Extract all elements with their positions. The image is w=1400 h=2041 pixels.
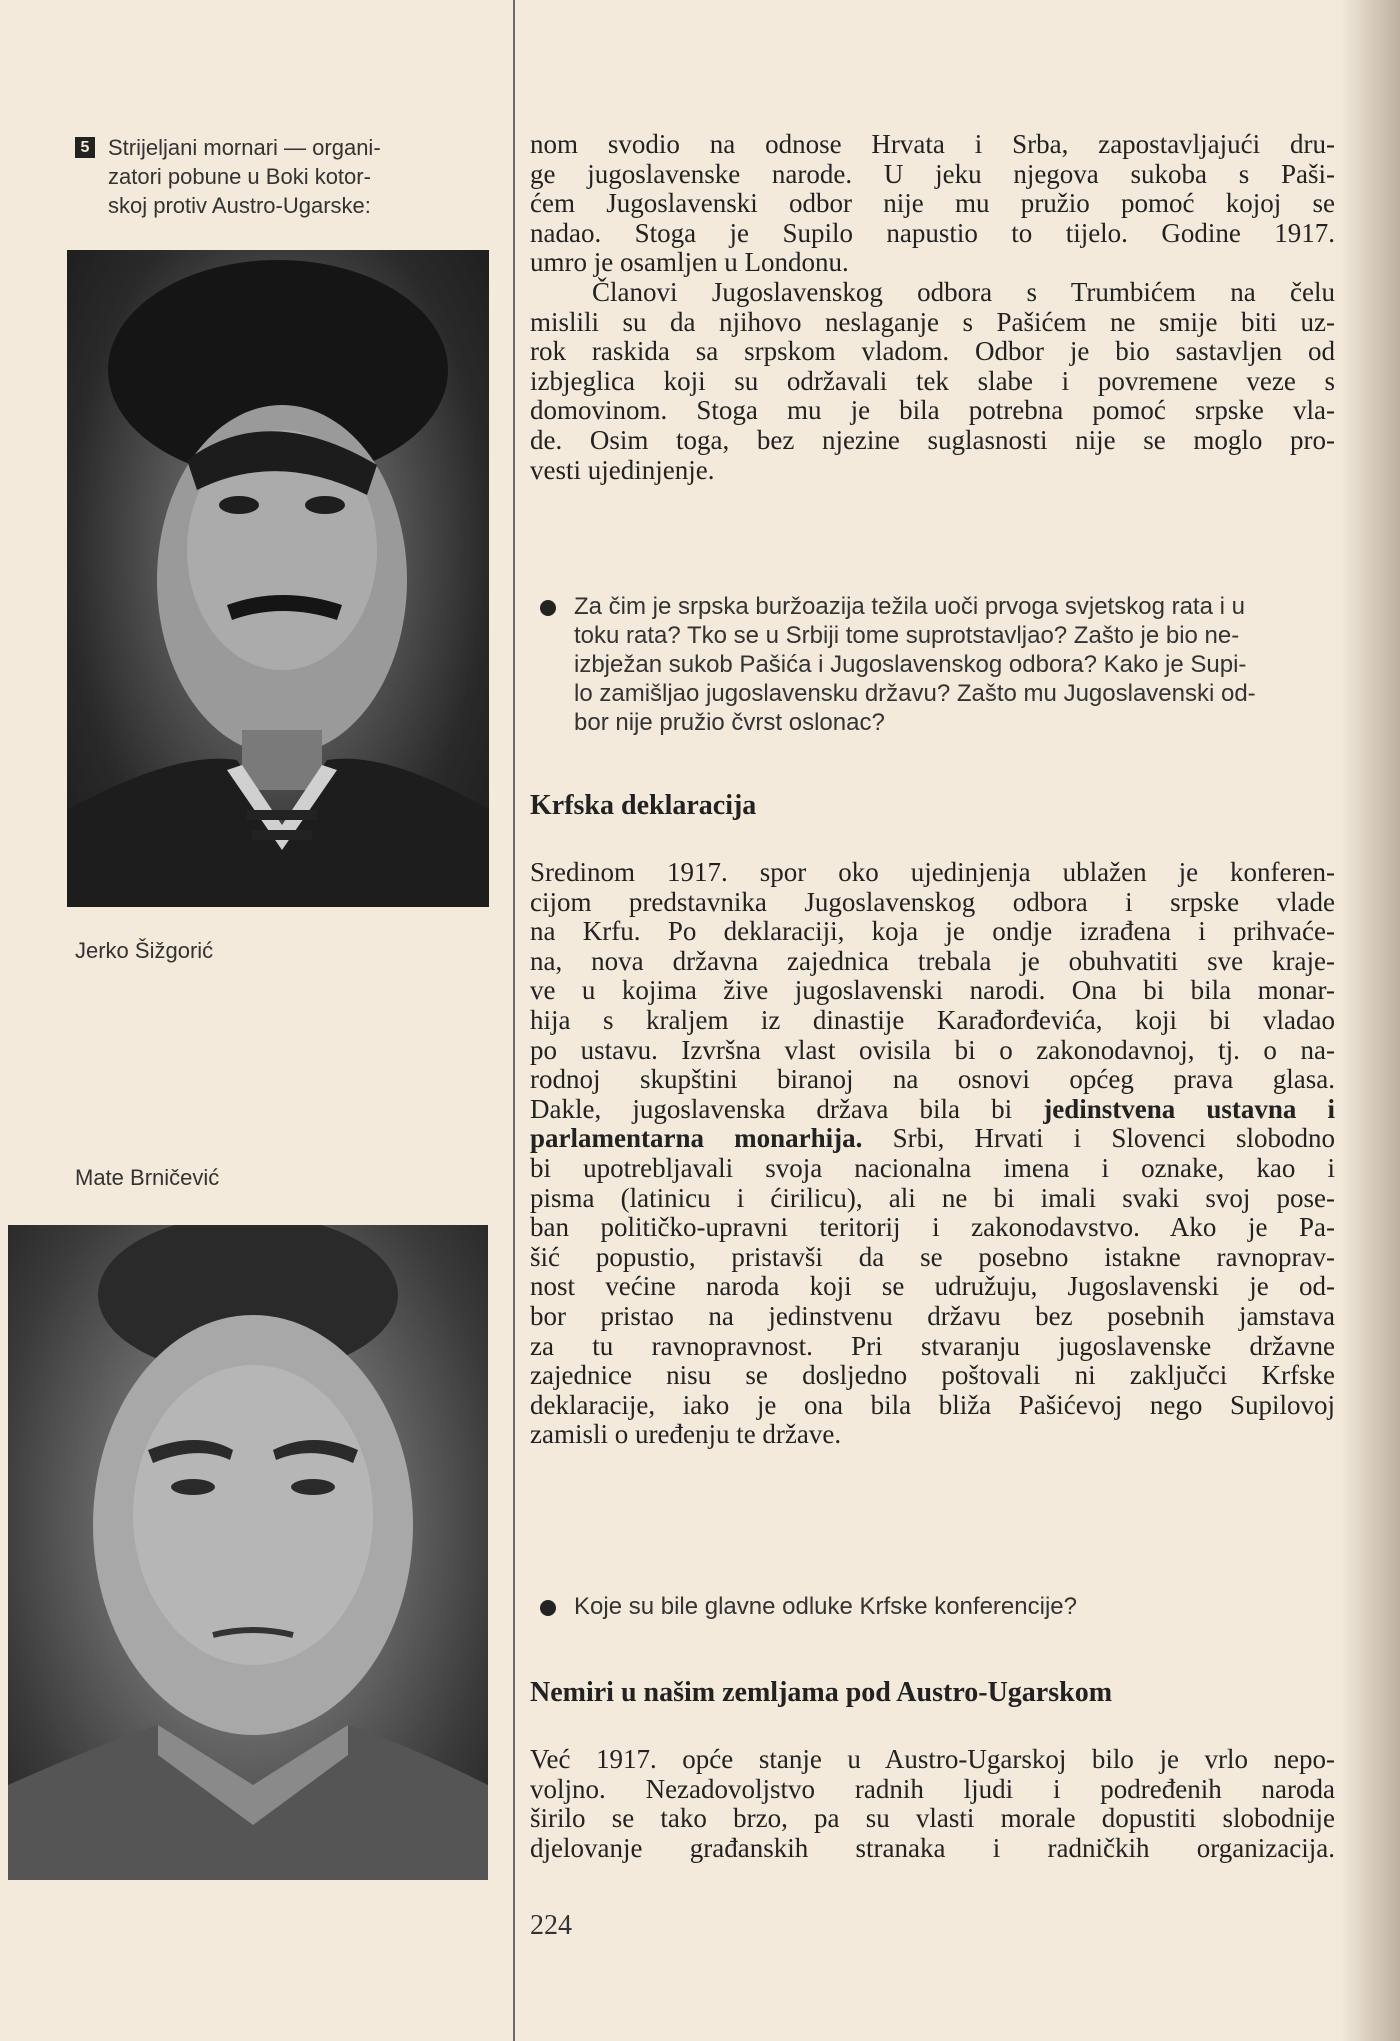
page-number: 224 bbox=[530, 1910, 572, 1941]
question-line: bor nije pružio čvrst oslonac? bbox=[574, 709, 885, 736]
text-line: deklaracije, iako je ona bila bliža Pašićevoj nego Supilovoj bbox=[530, 1389, 1335, 1420]
text-line: širilo se tako brzo, pa su vlasti morale dopustiti slobodnije bbox=[530, 1803, 1335, 1834]
text-line: de. Osim toga, bez njezine suglasnosti nije se moglo pro- bbox=[530, 424, 1335, 455]
question-line: lo zamišljao jugoslavensku državu? Zašto mu Jugoslavenski od- bbox=[574, 680, 1256, 707]
text-line: mislili su da njihovo neslaganje s Pašićem ne smije biti uz- bbox=[530, 306, 1335, 337]
bold-term: parlamentarna monarhija. bbox=[530, 1123, 863, 1154]
figure-caption bbox=[75, 133, 495, 220]
text-line: nost većine naroda koji se udružuju, Jugoslavenski je od- bbox=[530, 1271, 1335, 1302]
text-line: bi upotrebljavali svoja nacionalna imena i oznake, kao i bbox=[530, 1152, 1335, 1183]
question-line: toku rata? Tko se u Srbiji tome suprotstavljao? Zašto je bio ne- bbox=[574, 622, 1240, 649]
text-line: na, nova državna zajednica trebala je obuhvatiti sve kraje- bbox=[530, 945, 1335, 976]
text-line: bor pristao na jedinstvenu državu bez posebnih jamstava bbox=[530, 1300, 1335, 1331]
text-line: hija s kraljem iz dinastije Karađorđevića, koji bi vladao bbox=[530, 1004, 1335, 1035]
caption-line: skoj protiv Austro-Ugarske: bbox=[108, 193, 371, 218]
text-line: zajednice nisu se dosljedno poštovali ni zaključci Krfske bbox=[530, 1360, 1335, 1391]
text-line: ge jugoslavenske narode. U jeku njegova sukoba s Paši- bbox=[530, 158, 1335, 189]
text-line: rok raskida sa srpskom vladom. Odbor je bio sastavljen od bbox=[530, 336, 1335, 367]
portrait-photo-brnicevic bbox=[8, 1225, 488, 1880]
text-line: cijom predstavnika Jugoslavenskog odbora i srpske vlade bbox=[530, 886, 1335, 917]
section-heading-krfska: Krfska deklaracija bbox=[530, 790, 757, 821]
text-line: šić popustio, pristavši da se posebno istakne ravnoprav- bbox=[530, 1241, 1335, 1272]
text-line: rodnoj skupštini biranoj na osnovi općeg prava glasa. bbox=[530, 1064, 1335, 1095]
text-line: nadao. Stoga je Supilo napustio to tijelo. Godine 1917. bbox=[530, 217, 1335, 248]
text-line: za tu ravnopravnost. Pri stvaranju jugoslavenske državne bbox=[530, 1330, 1335, 1361]
text-line: po ustavu. Izvršna vlast ovisila bi o zakonodavnoj, tj. o na- bbox=[530, 1034, 1335, 1065]
text-run: Srbi, Hrvati i Slovenci slobodno bbox=[862, 1123, 1335, 1154]
figure-number: 5 bbox=[75, 137, 95, 158]
text-line: nom svodio na odnose Hrvata i Srba, zapostavljajući dru- bbox=[530, 129, 1335, 159]
text-line: ban političko-upravni teritorij i zakonodavstvo. Ako je Pa- bbox=[530, 1212, 1335, 1243]
question-bullet-icon bbox=[540, 1600, 556, 1616]
text-line: pisma (latinicu i ćirilicu), ali ne bi imali svaki svoj pose- bbox=[530, 1182, 1335, 1213]
photo-name-label: Mate Brničević bbox=[75, 1165, 220, 1190]
bold-term: jedinstvena ustavna i bbox=[1043, 1093, 1335, 1124]
text-line: izbjeglica koji su održavali tek slabe i povremene veze s bbox=[530, 365, 1335, 396]
text-line: Već 1917. opće stanje u Austro-Ugarskoj bilo je vrlo nepo- bbox=[530, 1744, 1335, 1774]
paragraph-trumbic bbox=[530, 278, 1335, 485]
text-line: Sredinom 1917. spor oko ujedinjenja ublažen je konferen- bbox=[530, 857, 1335, 887]
text-line: djelovanje građanskih stranaka i radničkih organizacija. bbox=[530, 1832, 1335, 1863]
paragraph-supilo bbox=[530, 130, 1335, 278]
text-line: zamisli o uređenju te države. bbox=[530, 1419, 842, 1450]
text-line: ve u kojima žive jugoslavenski narodi. Ona bi bila monar- bbox=[530, 975, 1335, 1006]
paragraph-nemiri bbox=[530, 1745, 1335, 1863]
review-question-2 bbox=[540, 1592, 1340, 1621]
text-line: vesti ujedinjenje. bbox=[530, 454, 715, 485]
question-bullet-icon bbox=[540, 600, 556, 616]
photo-name-label: Jerko Šižgorić bbox=[75, 938, 214, 963]
review-question-1 bbox=[540, 592, 1340, 737]
portrait-photo-sizgoric bbox=[67, 250, 489, 907]
caption-line: Strijeljani mornari — organi- bbox=[108, 135, 381, 160]
text-line: voljno. Nezadovoljstvo radnih ljudi i podređenih naroda bbox=[530, 1773, 1335, 1804]
text-line: ćem Jugoslavenski odbor nije mu pružio pomoć kojoj se bbox=[530, 188, 1335, 219]
text-line: umro je osamljen u Londonu. bbox=[530, 247, 849, 278]
section-heading-nemiri: Nemiri u našim zemljama pod Austro-Ugarskom bbox=[530, 1677, 1113, 1708]
page-edge-shadow bbox=[1340, 0, 1400, 2041]
paragraph-krfska-deklaracija bbox=[530, 858, 1335, 1450]
text-line: na Krfu. Po deklaraciji, koja je ondje izrađena i prihvaće- bbox=[530, 916, 1335, 947]
text-run: Dakle, jugoslavenska država bila bi bbox=[530, 1093, 1044, 1124]
text-line bbox=[530, 1124, 1335, 1154]
question-line: izbježan sukob Pašića i Jugoslavenskog odbora? Kako je Supi- bbox=[574, 651, 1247, 678]
column-divider bbox=[513, 0, 515, 2041]
caption-line: zatori pobune u Boki kotor- bbox=[108, 164, 371, 189]
question-line: Koje su bile glavne odluke Krfske konferencije? bbox=[574, 1593, 1077, 1620]
text-line: Članovi Jugoslavenskog odbora s Trumbićem na čelu bbox=[592, 277, 1335, 307]
question-line: Za čim je srpska buržoazija težila uoči prvoga svjetskog rata i u bbox=[574, 593, 1245, 620]
text-line: domovinom. Stoga mu je bila potrebna pomoć srpske vla- bbox=[530, 395, 1335, 426]
text-line bbox=[530, 1095, 1335, 1125]
